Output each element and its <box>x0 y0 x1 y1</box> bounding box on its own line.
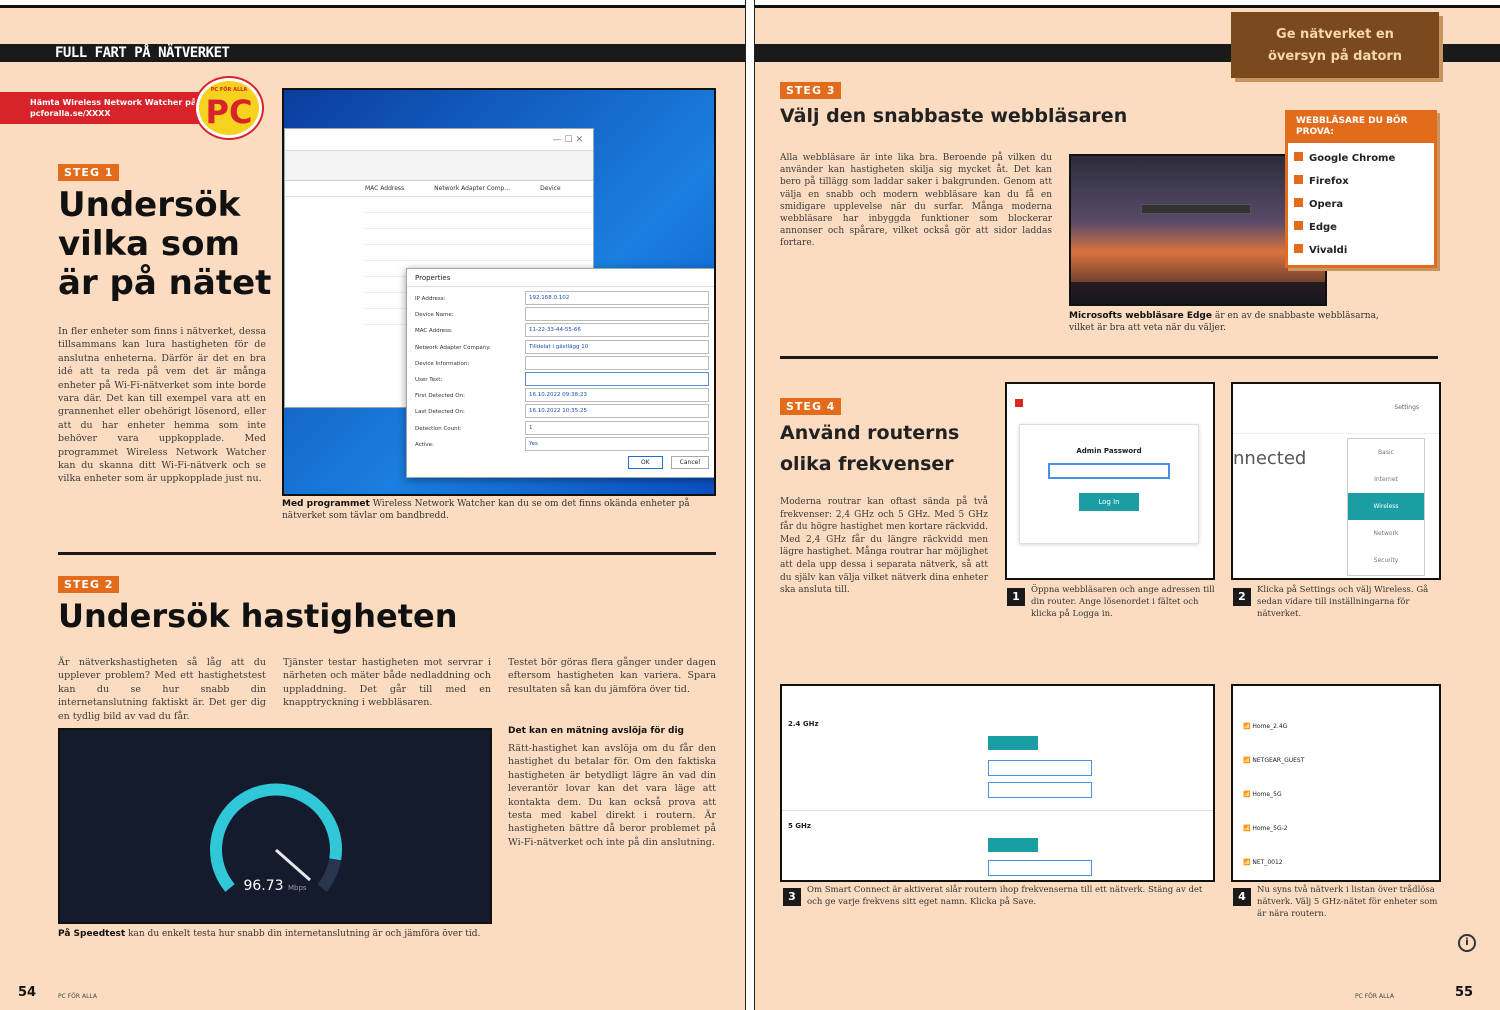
field-label: Device Information: <box>415 360 470 367</box>
step1-body: In fler enheter som finns i nätverket, dessa tillsammans kan lura hastigheten för de anslutna enheterna. Därför är det en bra idé att ta reda på vem det är många enheter på Wi-Fi-nätverket som inte borde vara där. Det kan till exempel vara att en grannenhet eller obehörigt lösenord, eller att du har enheter hemma som inte behöver vara uppkopplade. Med programmet Wireless Network Watcher kan du skanna ditt Wi-Fi-nätverk och se vilka enheter som är uppkopplade just nu. <box>58 326 266 485</box>
enable-toggle-5g[interactable] <box>988 838 1038 852</box>
browser-name: Edge <box>1309 222 1337 233</box>
field-value[interactable] <box>525 372 709 386</box>
spread-gutter <box>745 0 755 1010</box>
step-number: 1 <box>1007 588 1025 606</box>
gauge-readout <box>60 878 490 894</box>
field-label: First Detected On: <box>415 393 465 400</box>
edge-feed-strip <box>1071 282 1325 304</box>
field-value[interactable]: 1 <box>525 421 709 435</box>
browser-name: Google Chrome <box>1309 153 1396 164</box>
wifi-icon: 📶 <box>1243 859 1251 866</box>
step2-col1: Är nätverkshastigheten så låg att du upplever problem? Med ett hastighetstest kan du se hur snabb din internetanslutning faktiskt är. Det ger dig en tydlig bild av vad du får. <box>58 657 266 722</box>
menu-item[interactable]: Basic <box>1378 449 1394 456</box>
ok-button[interactable]: OK <box>628 456 663 469</box>
step-number: 2 <box>1233 588 1251 606</box>
browser-box <box>1285 110 1437 268</box>
router-settings-screenshot <box>1231 382 1441 580</box>
login-button[interactable]: Log In <box>1079 493 1139 511</box>
login-card <box>1019 424 1199 544</box>
col-mac[interactable]: MAC Address <box>365 185 405 192</box>
speed-gauge <box>60 730 492 924</box>
step2-col3b: Rätt-hastighet kan avslöja om du får den hastighet du betalar för. Om den faktiska hastigheten är betydligt lägre än vad din leverantör lovar kan det vara läge att kontakta dem. Du kan också prova att testa med kabel direkt i routern. Är hastigheten bättre då beror problemet på Wi-Fi-nätverket och inte på din anslutning. <box>508 743 716 848</box>
field-label: IP Address: <box>415 296 446 302</box>
router-login-screenshot <box>1005 382 1215 580</box>
top-rule <box>0 0 745 8</box>
step2-caption <box>58 928 488 940</box>
field-label: Active: <box>415 441 434 448</box>
step3-body: Alla webbläsare är inte lika bra. Beroende på vilken du använder kan hastigheten skilja sig mycket åt. Det kan bero på tillägg som laddar saker i bakgrunden. Genom att välja en snabb och modern webbläsare kan du få en smidigare upplevelse när du surfar. Många moderna webbläsare har inbyggda funktioner som blockerar annonser och spårare, vilket också gör att sidor laddas fortare. <box>780 153 1052 249</box>
menu-item[interactable]: Internet <box>1374 476 1398 483</box>
step4-caption-2: Klicka på Settings och välj Wireless. Gå sedan vidare till inställningarna för nätverket. <box>1257 585 1429 619</box>
step1-title: Undersök vilka som är på nätet <box>58 185 272 304</box>
menu-item-wireless[interactable]: Wireless <box>1348 493 1424 520</box>
field-value[interactable]: 192.168.0.102 <box>525 291 709 305</box>
password-input[interactable] <box>1048 463 1170 479</box>
step2-col3a: Testet bör göras flera gånger under dagen eftersom hastigheten kan variera. Spara resultaten så kan du jämföra över tid. <box>508 657 716 695</box>
caption-lead: Microsofts webbläsare Edge <box>1069 311 1212 321</box>
wifi-item[interactable] <box>1243 846 1429 880</box>
field-label: Network Adapter Company: <box>415 344 491 351</box>
step-number: 3 <box>783 888 801 906</box>
field-values <box>525 291 709 453</box>
password-label: Admin Password <box>1076 447 1142 455</box>
caption-lead: Med programmet <box>282 499 370 509</box>
marker <box>1015 392 1023 411</box>
field-value[interactable]: 16.10.2022 10:35:25 <box>525 404 709 418</box>
band-divider <box>782 810 1213 811</box>
wifi-list <box>1243 710 1429 880</box>
section-divider <box>780 356 1438 359</box>
section-title: FULL FART PÅ NÄTVERKET <box>0 44 745 62</box>
caption-text: är en av de snabbaste webbläsarna, vilket är bra att veta när du väljer. <box>1069 311 1379 333</box>
table-row[interactable] <box>365 229 593 245</box>
wifi-item[interactable] <box>1243 778 1429 812</box>
wireless-settings-screenshot <box>780 684 1215 882</box>
left-page <box>0 0 745 1010</box>
dialog-buttons <box>628 456 709 469</box>
top-rule <box>755 0 1500 8</box>
step4-body: Moderna routrar kan oftast sända på två frekvenser: 2,4 GHz och 5 GHz. Med 5 GHz får du högre hastighet men kortare räckvidd. Med 2,4 GHz får du längre räckvidd men lägre hastighet. Många routrar har möjlighet att dela upp dessa i separata nätverk, så att du själv kan välja vilket nätverk dina enheter ska ansluta till. <box>780 497 988 596</box>
field-value[interactable]: 11-22-33-44-55-66 <box>525 323 709 337</box>
field-label: User Text: <box>415 377 443 384</box>
field-value[interactable]: 16.10.2022 09:38:23 <box>525 388 709 402</box>
step2-title: Undersök hastigheten <box>58 597 458 635</box>
settings-tab[interactable]: Settings <box>1394 404 1419 411</box>
wifi-list-screenshot <box>1231 684 1441 882</box>
section-divider <box>58 552 716 555</box>
table-row[interactable] <box>365 245 593 261</box>
wifi-name: Home_5G-2 <box>1252 825 1288 832</box>
gauge-value: 96.73 <box>243 878 284 894</box>
browser-name: Opera <box>1309 199 1344 210</box>
pc-logo-text: PC <box>205 93 253 131</box>
info-icon: i <box>1458 934 1476 952</box>
wifi-icon: 📶 <box>1243 791 1251 798</box>
gauge-needle <box>276 850 310 880</box>
dialog-title: Properties <box>407 269 716 287</box>
download-badge: Hämta Wireless Network Watcher på pcforalla.se/XXXX <box>0 92 205 124</box>
wifi-name: Home_2.4G <box>1252 723 1288 730</box>
edge-search-bar[interactable] <box>1141 204 1251 214</box>
wifi-item[interactable] <box>1243 744 1429 778</box>
page-number-right: 55 <box>1455 985 1474 1000</box>
browser-item <box>1294 216 1434 239</box>
field-label: Detection Count: <box>415 425 462 432</box>
column-headers <box>285 181 593 197</box>
wifi-icon: 📶 <box>1243 757 1251 764</box>
enable-toggle[interactable] <box>988 736 1038 750</box>
wifi-icon: 📶 <box>1243 723 1251 730</box>
menu-item[interactable]: Network <box>1373 530 1399 537</box>
pc-logo <box>196 78 262 138</box>
browser-name: Vivaldi <box>1309 245 1348 256</box>
caption-text: kan du enkelt testa hur snabb din internetanslutning är och jämföra över tid. <box>128 929 481 939</box>
right-page <box>755 0 1500 1010</box>
browser-item <box>1294 239 1434 262</box>
router-header <box>1233 384 1439 434</box>
step2-label: STEG 2 <box>58 576 119 593</box>
field-label: MAC Address: <box>415 328 453 335</box>
window-controls[interactable]: — ☐ ✕ <box>285 129 593 151</box>
field-value[interactable]: Yes <box>525 437 709 451</box>
browser-box-title: WEBBLÄSARE DU BÖR PROVA: <box>1288 113 1434 143</box>
ssid-input-5g[interactable] <box>988 860 1092 876</box>
menu-item[interactable]: Security <box>1373 557 1399 564</box>
band-24-label: 2.4 GHz <box>788 720 819 728</box>
step2-col2: Tjänster testar hastigheten mot servrar i närheten och mäter både nedladdning och uppladdning. Det går till med en knapptryckning i webbläsaren. <box>283 657 491 709</box>
toolbar <box>285 151 593 181</box>
connection-status: nnected <box>1233 448 1307 469</box>
footer-brand-left: PC FÖR ALLA <box>58 993 97 1000</box>
step1-screenshot <box>282 88 716 496</box>
step3-title: Välj den snabbaste webbläsaren <box>780 105 1128 127</box>
step4-label: STEG 4 <box>780 398 841 415</box>
caption-lead: På Speedtest <box>58 929 126 939</box>
step4-caption-4: Nu syns två nätverk i listan över trådlösa nätverk. Välj 5 GHz-nätet för enheter som är nära routern. <box>1257 885 1438 919</box>
gauge-unit: Mbps <box>287 884 307 892</box>
cancel-button[interactable]: Cancel <box>671 456 709 469</box>
step4-title: Använd routerns olika frekvenser <box>780 422 960 475</box>
corner-box: Ge nätverket en översyn på datorn <box>1231 12 1439 78</box>
browser-item <box>1294 193 1434 216</box>
field-value[interactable] <box>525 307 709 321</box>
speedtest-screenshot <box>58 728 492 924</box>
properties-dialog <box>406 268 716 478</box>
wifi-name: NETGEAR_GUEST <box>1252 757 1305 764</box>
pc-logo-small: PC FÖR ALLA <box>210 87 248 93</box>
field-label: Device Name: <box>415 312 454 319</box>
field-value[interactable]: Tilldelat i gästlägg 10 <box>525 340 709 354</box>
browser-item <box>1294 147 1434 170</box>
field-value[interactable] <box>525 356 709 370</box>
step3-caption <box>1069 310 1399 334</box>
field-labels <box>415 291 525 453</box>
step1-caption <box>282 498 712 522</box>
wifi-name: NET_0012 <box>1252 859 1283 866</box>
step4-caption-1: Öppna webbläsaren och ange adressen till din router. Ange lösenordet i fältet och klicka på Logga in. <box>1031 585 1215 619</box>
ssid-input[interactable] <box>988 760 1092 776</box>
table-row[interactable] <box>365 213 593 229</box>
step4-caption-3: Om Smart Connect är aktiverat slår routern ihop frekvenserna till ett nätverk. Stäng av det och ge varje frekvens sitt eget namn. Klicka på Save. <box>807 885 1203 907</box>
settings-menu <box>1347 438 1425 576</box>
wifi-item[interactable] <box>1243 710 1429 744</box>
footer-brand-right: PC FÖR ALLA <box>1355 993 1394 1000</box>
col-device[interactable]: Device <box>540 185 561 192</box>
step1-label: STEG 1 <box>58 164 119 181</box>
col-adapter[interactable]: Network Adapter Comp... <box>434 185 511 192</box>
wifi-name: Home_5G <box>1252 791 1282 798</box>
browser-item <box>1294 170 1434 193</box>
step3-label: STEG 3 <box>780 82 841 99</box>
caption-text: Wireless Network Watcher kan du se om det finns okända enheter på nätverket som tävlar om bandbredd. <box>282 499 690 521</box>
field-label: Last Detected On: <box>415 409 465 416</box>
browser-name: Firefox <box>1309 176 1349 187</box>
wifi-item[interactable] <box>1243 812 1429 846</box>
dialog-fields <box>407 287 716 457</box>
step-number: 4 <box>1233 888 1251 906</box>
browser-list <box>1288 143 1434 262</box>
wifi-icon: 📶 <box>1243 825 1251 832</box>
table-row[interactable] <box>365 197 593 213</box>
page-number-left: 54 <box>18 985 37 1000</box>
password-field[interactable] <box>988 782 1092 798</box>
step2-subhead: Det kan en mätning avslöja för dig <box>508 726 684 736</box>
band-5-label: 5 GHz <box>788 822 811 830</box>
